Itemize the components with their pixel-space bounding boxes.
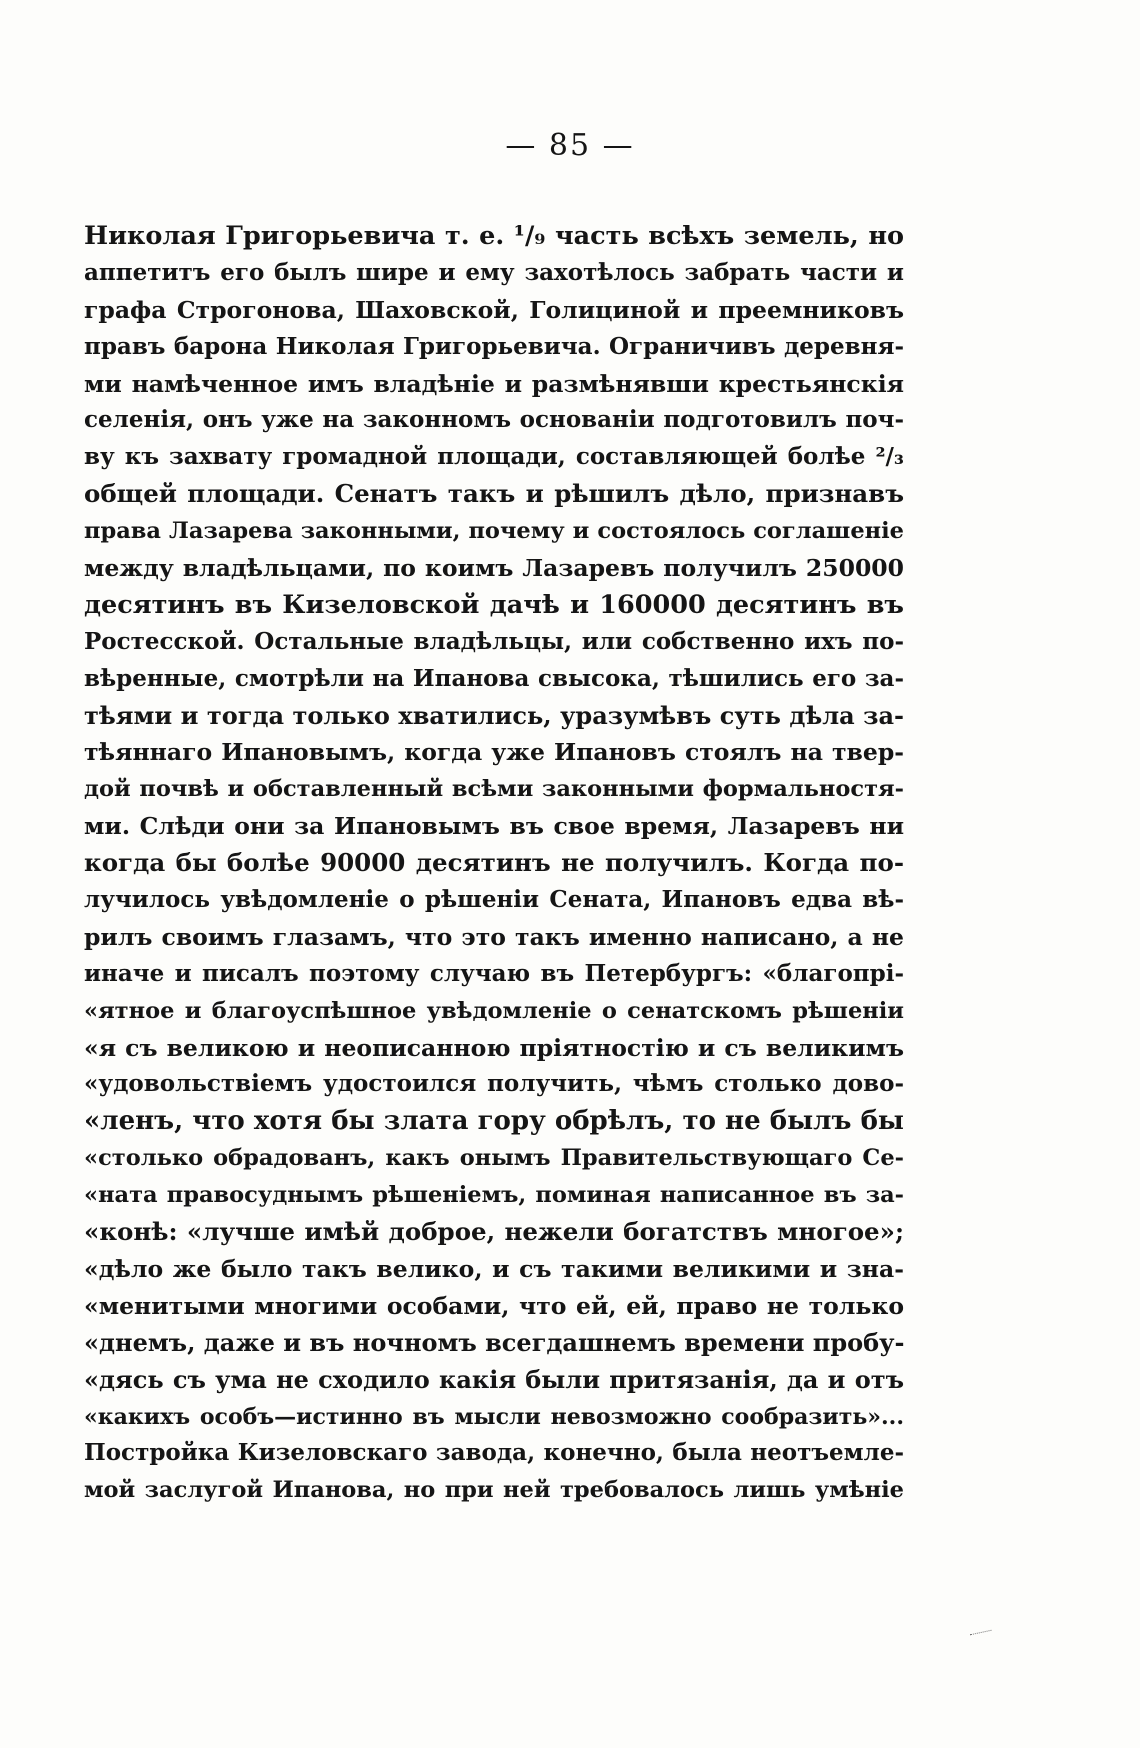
text-line: Постройка Кизеловскаго завода, конечно, была неотъемле-: [84, 1439, 904, 1467]
text-line: общей площади. Сенатъ такъ и рѣшилъ дѣло, признавъ: [84, 479, 904, 509]
text-line: тѣями и тогда только хватились, уразумѣвъ суть дѣла за-: [84, 700, 904, 730]
page-number: — 85 —: [505, 128, 635, 163]
text-line: дой почвѣ и обставленный всѣми законными формальностя-: [84, 776, 904, 803]
text-line: «менитыми многими особами, что ей, ей, право не только: [84, 1291, 904, 1320]
body-text: [84, 218, 904, 1509]
text-line: между владѣльцами, по коимъ Лазаревъ получилъ 250000: [84, 554, 904, 583]
text-line: «я съ великою и неописанною пріятностію и съ великимъ: [84, 1033, 904, 1062]
text-line: «дѣло же было такъ велико, и съ такими великими и зна-: [84, 1254, 904, 1283]
text-line: когда бы болѣе 90000 десятинъ не получилъ. Когда по-: [84, 848, 904, 878]
text-line: графа Строгонова, Шаховской, Голициной и преемниковъ: [84, 295, 904, 324]
text-line: ми. Слѣди они за Ипановымъ въ свое время, Лазаревъ ни: [84, 812, 904, 841]
text-line: десятинъ въ Кизеловской дачѣ и 160000 десятинъ въ: [84, 589, 904, 620]
text-line: ву къ захвату громадной площади, составляющей болѣе ²/₃: [84, 443, 904, 471]
text-line: правъ барона Николая Григорьевича. Ограничивъ деревня-: [84, 332, 904, 360]
text-line: «днемъ, даже и въ ночномъ всегдашнемъ времени пробу-: [84, 1327, 905, 1357]
text-line: вѣренные, смотрѣли на Ипанова свысока, тѣшились его за-: [84, 664, 904, 692]
text-line: ми намѣченное имъ владѣніе и размѣнявши крестьянскія: [84, 369, 904, 398]
text-line: «удовольствіемъ удостоился получить, чѣмъ столько дово-: [84, 1070, 904, 1098]
text-line: права Лазарева законными, почему и состоялось соглашеніе: [84, 518, 904, 545]
text-line: «дясь съ ума не сходило какія были притязанія, да и отъ: [84, 1364, 904, 1394]
text-line: лучилось увѣдомленіе о рѣшеніи Сената, Ипановъ едва вѣ-: [84, 886, 904, 914]
text-line: тѣяннаго Ипановымъ, когда уже Ипановъ стоялъ на твер-: [84, 738, 904, 767]
text-line: Николая Григорьевича т. е. ¹/₉ часть всѣхъ земель, но: [84, 221, 904, 251]
text-line: Ростесской. Остальные владѣльцы, или собственно ихъ по-: [84, 627, 904, 655]
text-line: «ятное и благоуспѣшное увѣдомленіе о сенатскомъ рѣшеніи: [84, 997, 904, 1024]
scan-speck: [970, 1630, 992, 1638]
text-line: «ната правосуднымъ рѣшеніемъ, поминая написанное въ за-: [84, 1182, 904, 1209]
text-line: рилъ своимъ глазамъ, что это такъ именно написано, а не: [84, 922, 904, 951]
text-line: «какихъ особъ—истинно въ мысли невозможно сообразить»...: [84, 1403, 904, 1430]
text-line: мой заслугой Ипанова, но при ней требовалось лишь умѣніе: [84, 1477, 904, 1504]
text-line: «ленъ, что хотя бы злата гору обрѣлъ, то не былъ бы: [84, 1106, 904, 1137]
text-line: «столько обрадованъ, какъ онымъ Правительствующаго Се-: [84, 1145, 904, 1172]
text-line: иначе и писалъ поэтому случаю въ Петербургъ: «благопрі-: [84, 959, 904, 987]
text-line: «конѣ: «лучше имѣй доброе, нежели богатствъ многое»;: [84, 1217, 904, 1247]
text-line: аппетитъ его былъ шире и ему захотѣлось забрать части и: [84, 258, 904, 286]
text-line: селенія, онъ уже на законномъ основаніи подготовилъ поч-: [84, 406, 904, 434]
